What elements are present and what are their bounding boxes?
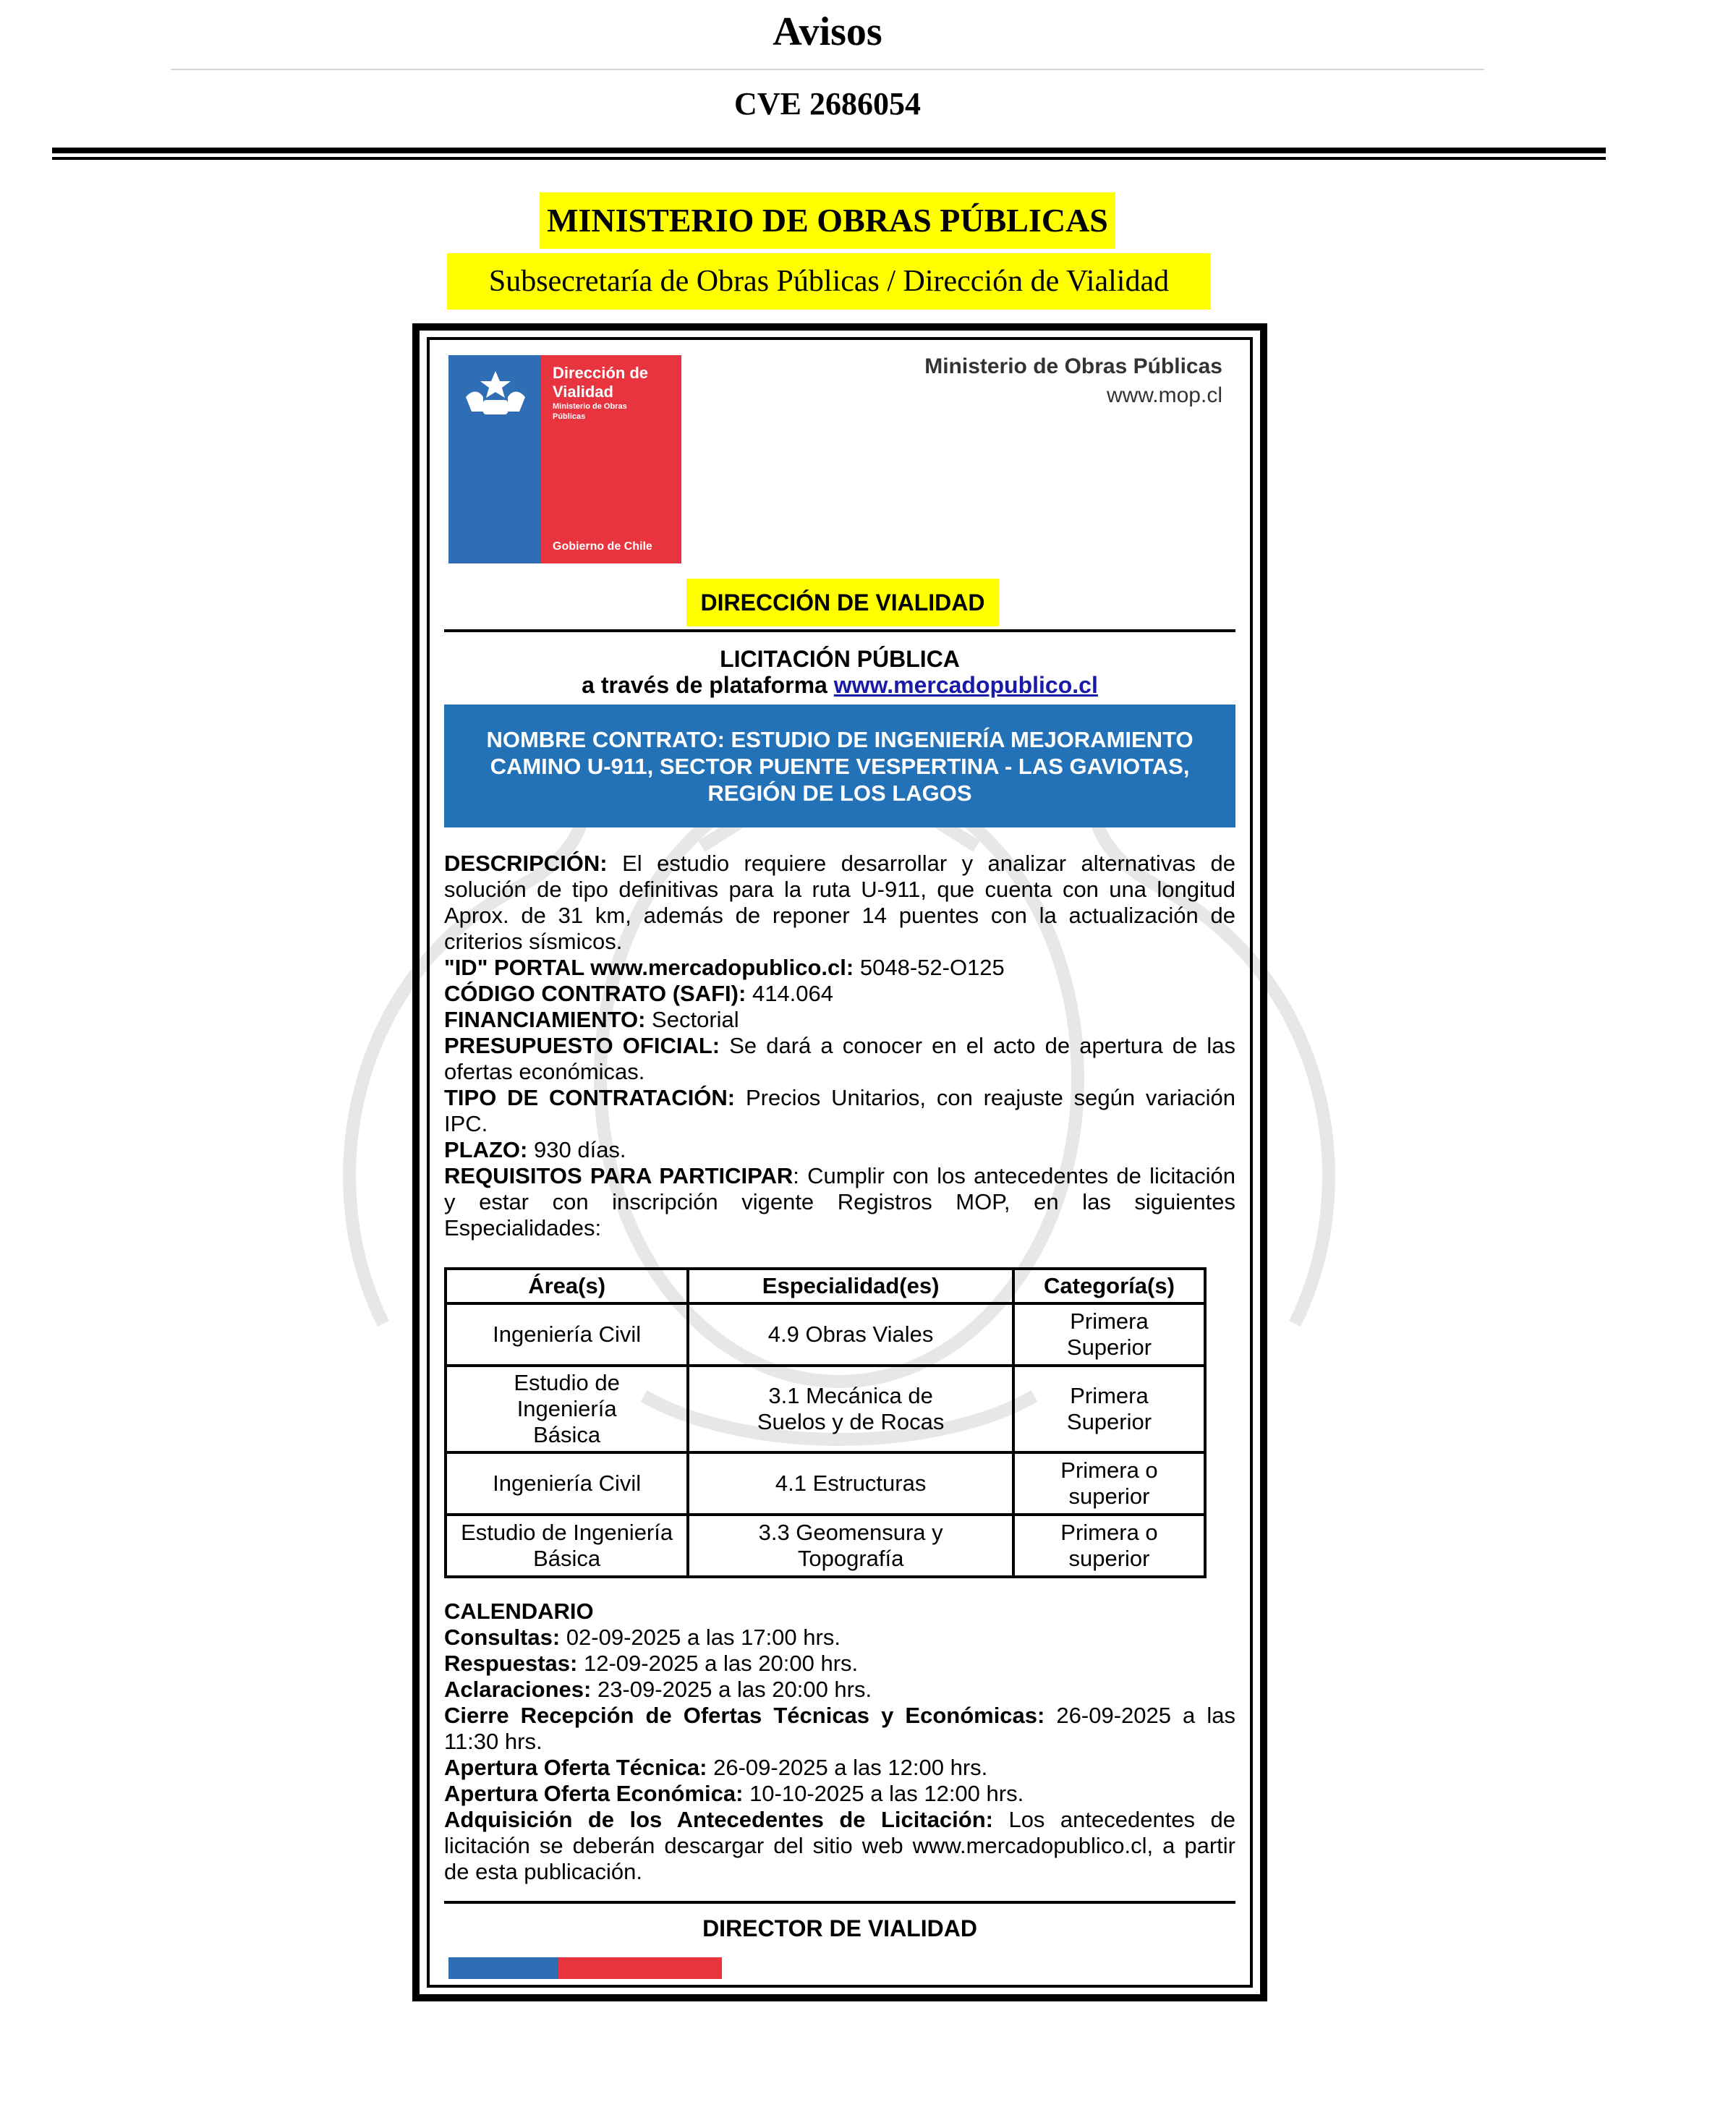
notice-details [444,851,1235,1241]
detail-label: PRESUPUESTO OFICIAL: [444,1033,720,1058]
section-heading: DIRECCIÓN DE VIALIDAD [686,579,999,626]
calendar-value: 02-09-2025 a las 17:00 hrs. [566,1625,841,1650]
logo-government: Gobierno de Chile [553,540,652,553]
detail-presupuesto [444,1033,1235,1085]
calendar-value: Los antecedentes de licitación se deberán descargar del sitio web www.mercadopublico.cl, a partir de esta publicación. [444,1807,1235,1884]
calendar-label: Adquisición de los Antecedentes de Licitación: [444,1807,993,1832]
detail-label: PLAZO: [444,1137,528,1162]
detail-id-portal [444,955,1235,981]
calendar-value: 26-09-2025 a las 11:30 hrs. [444,1703,1235,1754]
table-row [446,1515,1205,1577]
direccion-vialidad-logo [448,355,681,563]
detail-value: 414.064 [752,981,834,1006]
calendar-title [444,1599,1235,1625]
contract-name: NOMBRE CONTRATO: ESTUDIO DE INGENIERÍA MEJORAMIENTO CAMINO U-911, SECTOR PUENTE VESPERTINA - LAS GAVIOTAS, REGIÓN DE LOS LAGOS [486,727,1194,806]
calendar-label: Apertura Oferta Técnica: [444,1755,707,1780]
calendar-label: Apertura Oferta Económica: [444,1781,744,1806]
table-cell: Estudio de Ingeniería Básica [446,1366,688,1452]
calendar-item [444,1755,1235,1781]
table-cell: Primera o superior [1013,1452,1205,1515]
contract-name-box [444,705,1235,827]
signature: DIRECTOR DE VIALIDAD [702,1915,977,1941]
detail-financiamiento [444,1007,1235,1033]
detail-label: "ID" PORTAL www.mercadopublico.cl: [444,955,854,980]
logo-ministry-name [553,401,668,422]
table-cell: 3.1 Mecánica de Suelos y de Rocas [688,1366,1013,1452]
calendar-item [444,1651,1235,1677]
table-cell: 4.1 Estructuras [688,1452,1013,1515]
table-header: Área(s) [446,1269,688,1303]
table-header-row [446,1269,1205,1303]
calendar-label: Respuestas: [444,1651,578,1676]
detail-value: El estudio requiere desarrollar y analizar alternativas de solución de tipo definitivas para la ruta U-911, que cuenta con una longitud Aprox. de 31 km, además de reponer 14 puentes con la actualización de criterios sísmicos. [444,851,1235,954]
calendar-value: 10-10-2025 a las 12:00 hrs. [749,1781,1024,1806]
mop-url: www.mop.cl [1106,383,1222,407]
detail-value: Precios Unitarios, con reajuste según variación IPC. [444,1085,1235,1136]
table-cell: Primera Superior [1013,1303,1205,1366]
logo-blue-panel [448,355,541,563]
mercadopublico-link[interactable]: www.mercadopublico.cl [833,672,1098,698]
cve-code: CVE 2686054 [734,86,921,122]
signature-divider [444,1901,1235,1904]
mop-name: Ministerio de Obras Públicas [924,354,1222,378]
calendar-value: 23-09-2025 a las 20:00 hrs. [597,1677,872,1702]
section-divider [444,629,1235,632]
detail-label: CÓDIGO CONTRATO (SAFI): [444,981,746,1006]
flag-bar-red [558,1957,722,1979]
specialties-table [444,1267,1207,1578]
double-rule-top [52,148,1606,153]
detail-label: REQUISITOS PARA PARTICIPAR [444,1163,793,1188]
detail-value: 930 días. [534,1137,626,1162]
flag-bar-blue [448,1957,558,1979]
calendar-item [444,1677,1235,1703]
double-rule-bottom [52,157,1606,160]
detail-tipo [444,1085,1235,1137]
detail-value: : Cumplir con los antecedentes de licitación y estar con inscripción vigente Registros MOP, en las siguientes Especialidades: [444,1163,1235,1240]
table-cell: Ingeniería Civil [446,1452,688,1515]
detail-plazo [444,1137,1235,1163]
detail-codigo [444,981,1235,1007]
detail-descripcion [444,851,1235,955]
table-header: Categoría(s) [1013,1269,1205,1303]
page-title: Avisos [773,9,882,54]
licitacion-title: LICITACIÓN PÚBLICA [720,646,960,672]
calendar-value: 26-09-2025 a las 12:00 hrs. [713,1755,988,1780]
chile-crest-icon [461,368,529,419]
table-cell: Primera o superior [1013,1515,1205,1577]
table-cell: Ingeniería Civil [446,1303,688,1366]
table-row [446,1366,1205,1452]
calendar-section [444,1599,1235,1885]
calendar-item [444,1807,1235,1885]
logo-line-4: Públicas [553,412,586,421]
subsecretaria-banner: Subsecretaría de Obras Públicas / Dirección de Vialidad [447,253,1211,310]
ministry-banner: MINISTERIO DE OBRAS PÚBLICAS [540,192,1115,249]
table-row [446,1452,1205,1515]
calendar-item [444,1781,1235,1807]
detail-label: FINANCIAMIENTO: [444,1007,646,1032]
table-row [446,1303,1205,1366]
detail-label: DESCRIPCIÓN: [444,851,608,876]
table-header: Especialidad(es) [688,1269,1013,1303]
table-cell: Estudio de Ingeniería Básica [446,1515,688,1577]
calendar-label: Cierre Recepción de Ofertas Técnicas y Económicas: [444,1703,1045,1728]
calendar-label: Consultas: [444,1625,561,1650]
logo-line-3: Ministerio de Obras [553,402,627,411]
logo-line-2: Vialidad [553,383,613,401]
detail-requisitos [444,1163,1235,1241]
calendar-item [444,1625,1235,1651]
table-cell: 3.3 Geomensura y Topografía [688,1515,1013,1577]
table-cell: 4.9 Obras Viales [688,1303,1013,1366]
detail-value: Se dará a conocer en el acto de apertura de las ofertas económicas. [444,1033,1235,1084]
subtitle-prefix: a través de plataforma [582,672,827,698]
logo-line-1: Dirección de [553,364,649,382]
detail-label: TIPO DE CONTRATACIÓN: [444,1085,736,1110]
calendar-item [444,1703,1235,1755]
detail-value: Sectorial [652,1007,739,1032]
detail-value: 5048-52-O125 [859,955,1005,980]
licitacion-subtitle [444,672,1235,699]
calendar-value: 12-09-2025 a las 20:00 hrs. [583,1651,859,1676]
calendar-label: Aclaraciones: [444,1677,592,1702]
calendar-heading: CALENDARIO [444,1599,594,1624]
header-divider [171,69,1484,70]
table-cell: Primera Superior [1013,1366,1205,1452]
logo-agency-name [553,364,648,401]
